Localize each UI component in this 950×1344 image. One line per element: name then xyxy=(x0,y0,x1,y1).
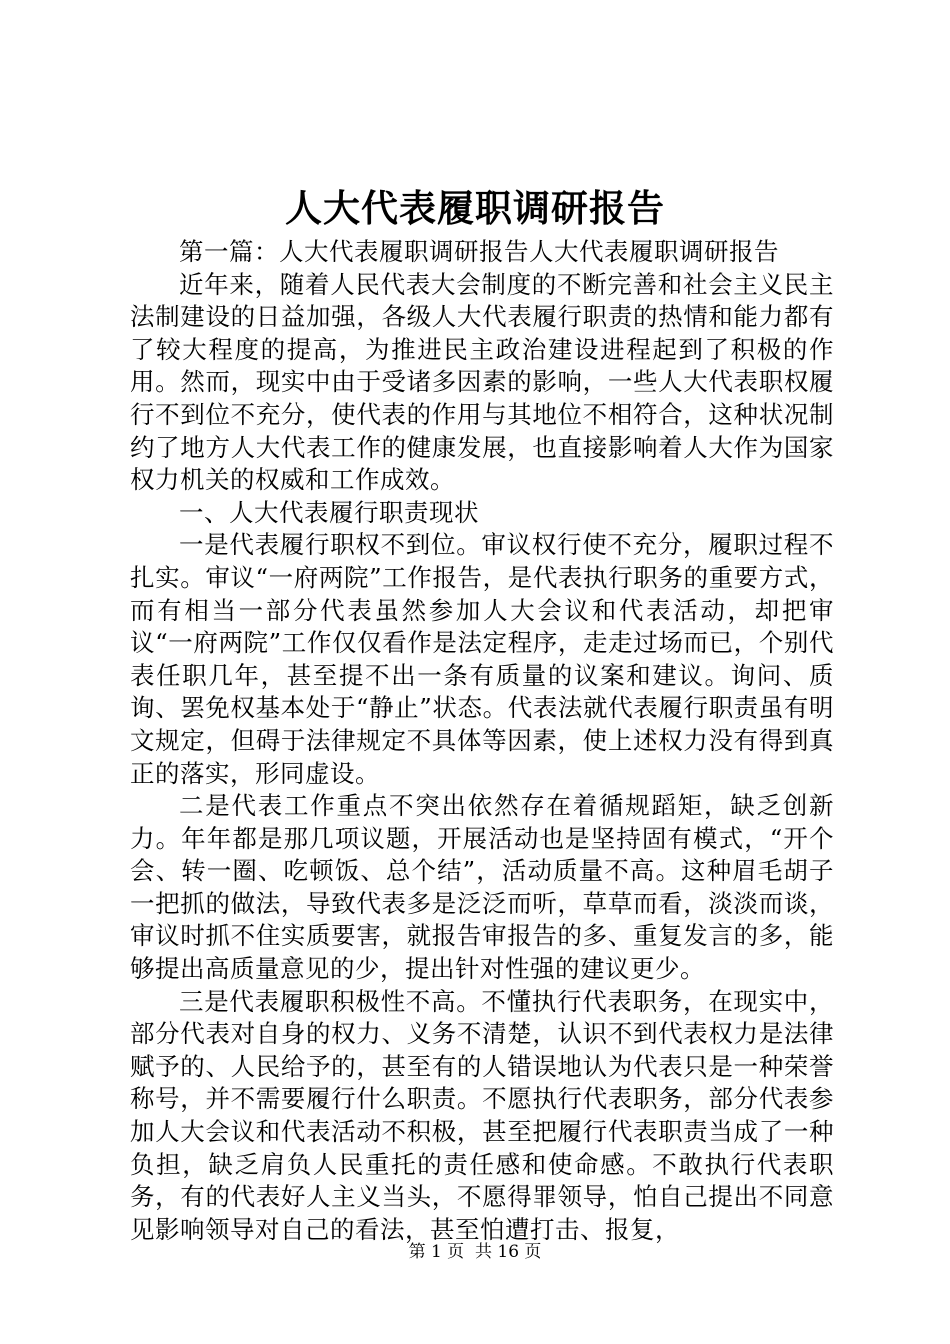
page-number: 第 1 页 共 16 页 xyxy=(408,1242,542,1262)
section-heading: 一、人大代表履行职责现状 xyxy=(179,497,479,527)
page-footer xyxy=(0,1240,950,1264)
paragraph-heading: 第一篇：人大代表履职调研报告人大代表履职调研报告 xyxy=(179,237,779,266)
paragraph: 一是代表履行职权不到位。审议权行使不充分，履职过程不扎实。审议“一府两院”工作报告，是代表执行职务的重要方式，而有相当一部分代表虽然参加人大会议和代表活动，却把审议“一府两院”工作仅仅看作是法定程序，走走过场而已，个别代表任职几年，甚至提不出一条有质量的议案和建议。询问、质询、罢免权基本处于“静止”状态。代表法就代表履行职责虽有明文规定，但碍于法律规定不具体等因素，使上述权力没有得到真正的落实，形同虚设。 xyxy=(130,530,834,788)
document-body xyxy=(130,236,834,1246)
paragraph: 三是代表履职积极性不高。不懂执行代表职务，在现实中，部分代表对自身的权力、义务不清楚，认识不到代表权力是法律赋予的、人民给予的，甚至有的人错误地认为代表只是一种荣誉称号，并不需要履行什么职责。不愿执行代表职务，部分代表参加人大会议和代表活动不积极，甚至把履行代表职责当成了一种负担，缺乏肩负人民重托的责任感和使命感。不敢执行代表职务，有的代表好人主义当头，不愿得罪领导，怕自己提出不同意见影响领导对自己的看法，甚至怕遭打击、报复， xyxy=(130,986,834,1244)
document-title: 人大代表履职调研报告 xyxy=(285,186,665,230)
paragraph: 二是代表工作重点不突出依然存在着循规蹈矩，缺乏创新力。年年都是那几项议题，开展活动也是坚持固有模式，“开个会、转一圈、吃顿饭、总个结”，活动质量不高。这种眉毛胡子一把抓的做法，导致代表多是泛泛而听，草草而看，淡淡而谈，审议时抓不住实质要害，就报告审报告的多、重复发言的多，能够提出高质量意见的少，提出针对性强的建议更少。 xyxy=(130,791,834,984)
paragraph: 近年来，随着人民代表大会制度的不断完善和社会主义民主法制建设的日益加强，各级人大代表履行职责的热情和能力都有了较大程度的提高，为推进民主政治建设进程起到了积极的作用。然而，现实中由于受诸多因素的影响，一些人大代表职权履行不到位不充分，使代表的作用与其地位不相符合，这种状况制约了地方人大代表工作的健康发展，也直接影响着人大作为国家权力机关的权威和工作成效。 xyxy=(130,269,834,495)
